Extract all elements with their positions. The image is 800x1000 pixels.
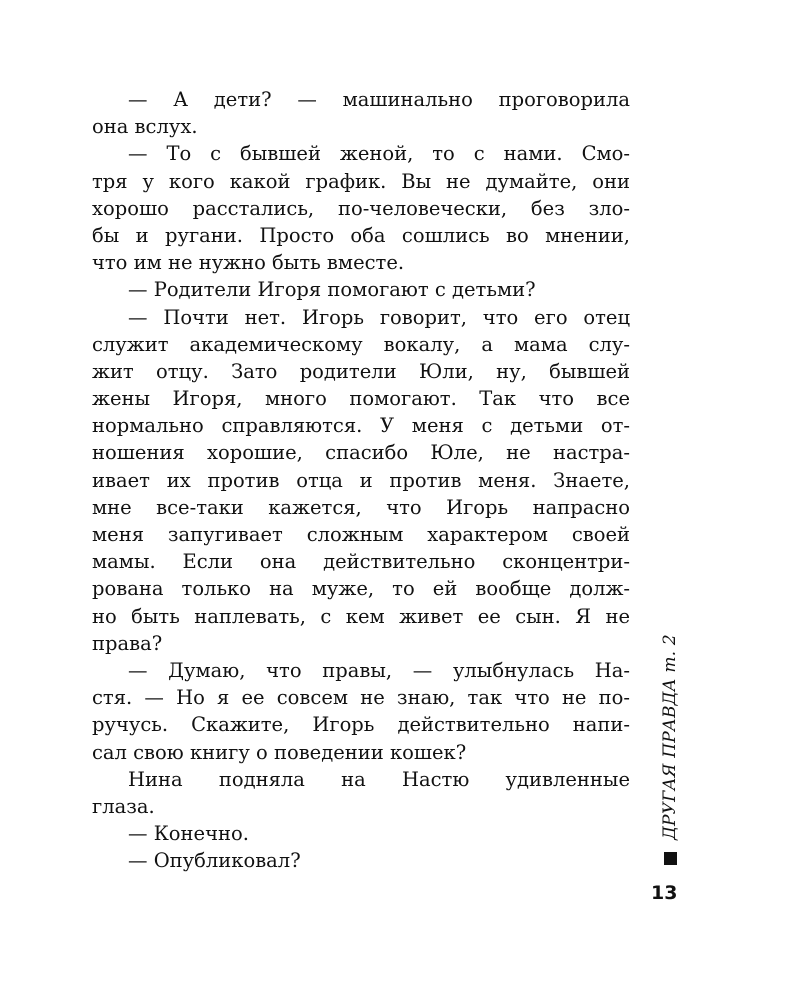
running-head: [660, 634, 680, 865]
page-number: 13: [651, 882, 678, 904]
text-line: сал свою книгу о поведении кошек?: [92, 740, 467, 764]
text-line: хорошо расстались, по-человечески, без зло-: [92, 196, 630, 220]
text-line: рована только на муже, то ей вообще долж-: [92, 577, 630, 601]
page-text: [92, 86, 630, 874]
text-line: бы и ругани. Просто оба сошлись во мнении,: [92, 223, 630, 247]
text-line: ношения хорошие, спасибо Юле, не настра-: [92, 441, 630, 465]
text-line: — Конечно.: [128, 822, 249, 846]
text-line: мамы. Если она действительно сконцентри-: [92, 550, 630, 574]
text-line: — Опубликовал?: [128, 849, 301, 873]
text-line: ивает их против отца и против меня. Знаете,: [92, 468, 630, 492]
text-line: Нина подняла на Настю удивленные: [128, 767, 630, 791]
text-line: — А дети? — машинально проговорила: [128, 88, 630, 111]
running-head-title: ДРУГАЯ ПРАВДА т. 2: [660, 634, 680, 840]
text-line: она вслух.: [92, 115, 198, 139]
text-line: меня запугивает сложным характером своей: [92, 523, 630, 546]
text-line: нормально справляются. У меня с детьми от-: [92, 414, 630, 438]
text-line: жены Игоря, много помогают. Так что все: [92, 387, 630, 411]
text-line: — Думаю, что правы, — улыбнулась На-: [128, 658, 630, 682]
text-line: — Почти нет. Игорь говорит, что его отец: [128, 305, 630, 329]
text-line: права?: [92, 631, 163, 655]
black-square-icon: [664, 852, 677, 865]
text-line: ручусь. Скажите, Игорь действительно напи-: [92, 713, 630, 737]
text-line: стя. — Но я ее совсем не знаю, так что не по-: [92, 686, 630, 710]
text-line: глаза.: [92, 794, 155, 818]
text-line: мне все-таки кажется, что Игорь напрасно: [92, 495, 630, 519]
text-line: тря у кого какой график. Вы не думайте, они: [92, 169, 630, 193]
text-line: жит отцу. Зато родители Юли, ну, бывшей: [92, 359, 630, 383]
text-line: — Родители Игоря помогают с детьми?: [128, 278, 536, 302]
text-line: служит академическому вокалу, а мама слу-: [92, 332, 630, 356]
text-line: что им не нужно быть вместе.: [92, 251, 405, 275]
text-line: но быть наплевать, с кем живет ее сын. Я не: [92, 604, 630, 628]
text-line: — То с бывшей женой, то с нами. Смо-: [128, 142, 630, 166]
